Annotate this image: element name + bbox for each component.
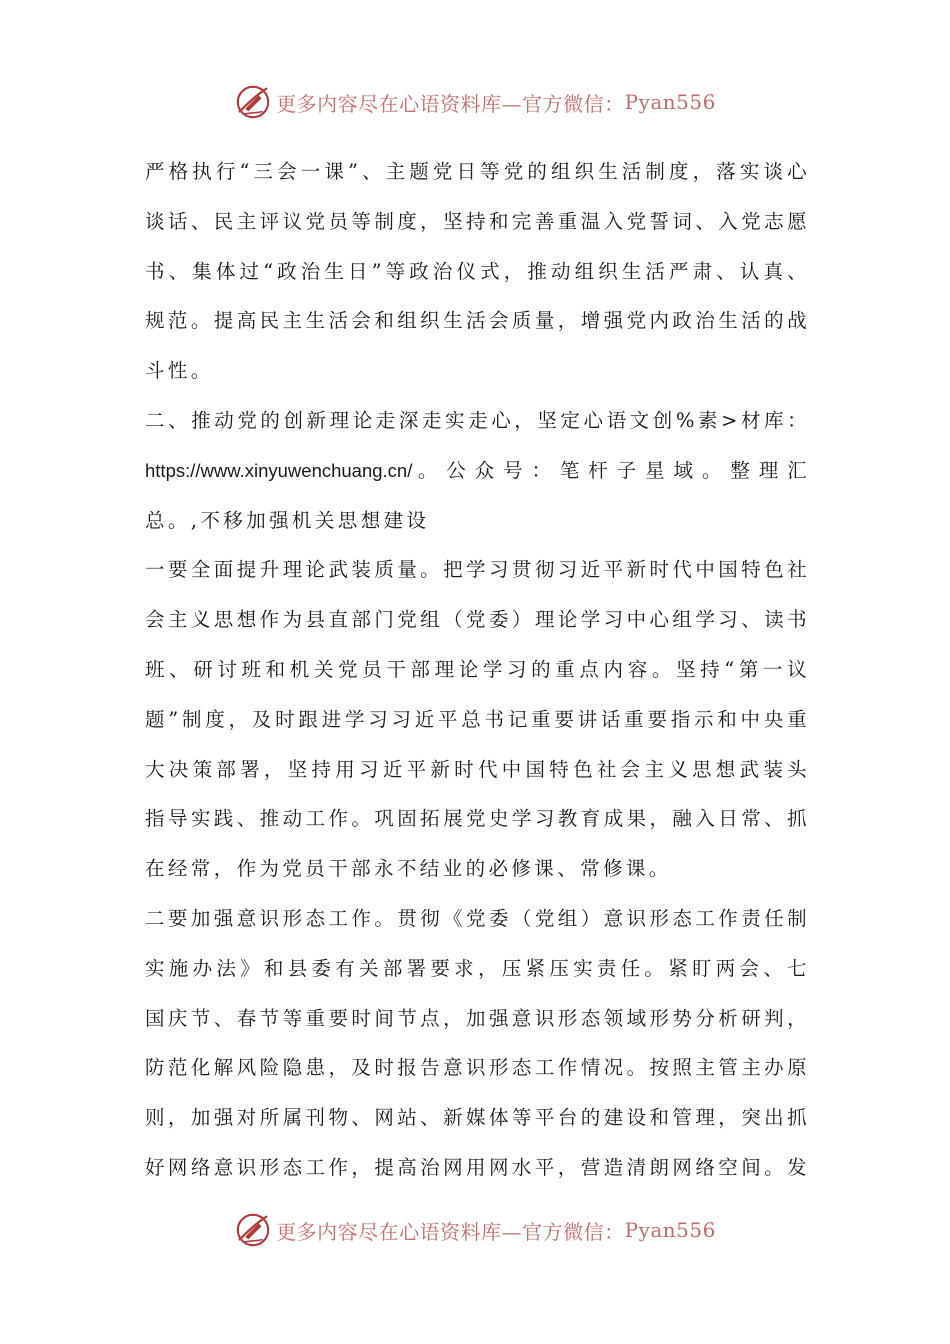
text-line: 严格执行“三会一课”、主题党日等党的组织生活制度，落实谈心 (145, 160, 810, 183)
text-line: 书、集体过“政治生日”等政治仪式，推动组织生活严肃、认真、 (145, 259, 810, 283)
text-line: 大决策部署，坚持用习近平新时代中国特色社会主义思想武装头 (145, 757, 810, 781)
text-line: 斗性。 (145, 359, 214, 383)
text-line: 在经常，作为党员干部永不结业的必修课、常修课。 (145, 857, 672, 881)
document-body (145, 147, 810, 1193)
text-line: 防范化解风险隐患，及时报告意识形态工作情况。按照主管主办原 (145, 1056, 810, 1080)
text-line: 则，加强对所属刊物、网站、新媒体等平台的建设和管理，突出抓 (145, 1106, 810, 1130)
text-line: 好网络意识形态工作，提高治网用网水平，营造清朗网络空间。发 (145, 1155, 810, 1179)
url-line-rest: 。公众号：笔杆子星域。整理汇 (412, 458, 810, 482)
pen-logo-icon (234, 1211, 272, 1249)
text-line: 班、研讨班和机关党员干部理论学习的重点内容。坚持“第一议 (145, 657, 810, 681)
wechat-id: Pyan556 (624, 1218, 716, 1242)
text-line: 国庆节、春节等重要时间节点，加强意识形态领域形势分析研判， (145, 1006, 810, 1030)
text-line: 规范。提高民主生活会和组织生活会质量，增强党内政治生活的战 (145, 309, 810, 333)
text-line: 谈话、民主评议党员等制度，坚持和完善重温入党誓词、入党志愿 (145, 209, 810, 233)
text-line: 实施办法》和县委有关部署要求，压紧压实责任。紧盯两会、七 (145, 956, 810, 980)
header-banner (0, 82, 950, 122)
text-line: 一要全面提升理论武装质量。把学习贯彻习近平新时代中国特色社 (145, 558, 810, 582)
text-line: 总。,不移加强机关思想建设 (145, 508, 430, 532)
text-line: 指导实践、推动工作。巩固拓展党史学习教育成果，融入日常、抓 (145, 807, 810, 831)
section-heading: 二、推动党的创新理论走深走实走心，坚定心语文创%素>材库： (145, 408, 810, 432)
source-url: https://www.xinyuwenchuang.cn/ (145, 459, 413, 481)
wechat-id: Pyan556 (624, 90, 716, 114)
text-line: 题”制度，及时跟进学习习近平总书记重要讲话重要指示和中央重 (145, 707, 810, 731)
url-line (145, 446, 810, 496)
text-line: 二要加强意识形态工作。贯彻《党委（党组）意识形态工作责任制 (145, 906, 810, 930)
banner-text: 更多内容尽在心语资料库—官方微信： (276, 91, 625, 116)
banner-text: 更多内容尽在心语资料库—官方微信： (276, 1219, 625, 1244)
footer-banner (0, 1210, 950, 1250)
text-line: 会主义思想作为县直部门党组（党委）理论学习中心组学习、读书 (145, 608, 810, 632)
pen-logo-icon (234, 83, 272, 121)
